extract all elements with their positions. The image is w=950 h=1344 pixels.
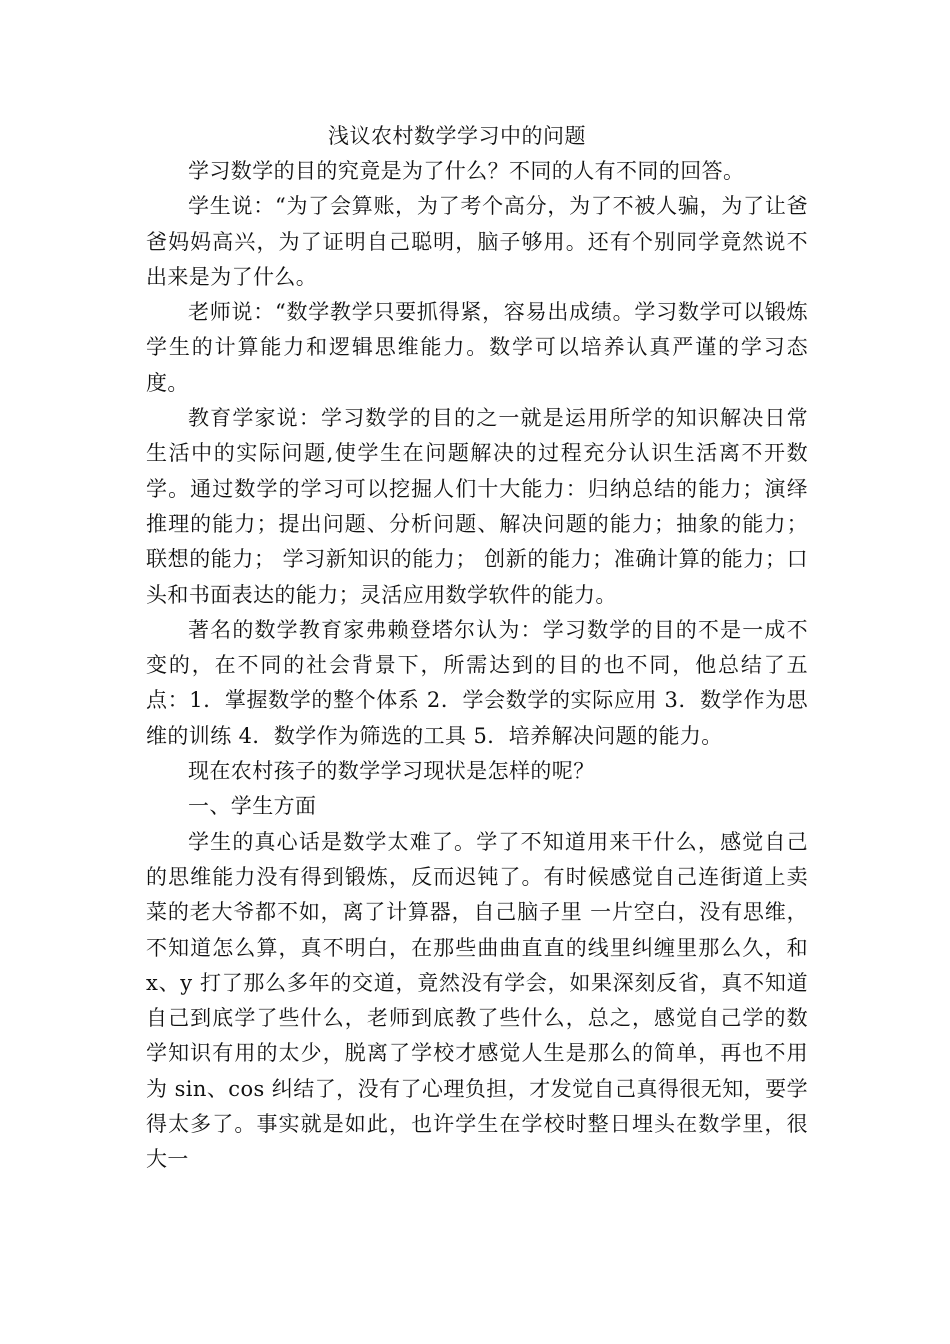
document-title: 浅议农村数学学习中的问题 [328,124,586,148]
paragraph-purpose-question: 学习数学的目的究竟是为了什么？不同的人有不同的回答。 [188,159,745,183]
paragraph-teacher-view: 老师说：“数学教学只要抓得紧，容易出成绩。学习数学可以锻炼学生的计算能力和逻辑思维能力。数学可以培养认真严谨的学习态度。 [146,300,808,395]
section-heading-students: 一、学生方面 [188,794,317,819]
paragraph-student-view: 学生说：“为了会算账，为了考个高分，为了不被人骗，为了让爸爸妈妈高兴，为了证明自己聪明，脑子够用。还有个别同学竟然说不出来是为了什么。 [146,194,808,289]
paragraph-educator-view: 教育学家说：学习数学的目的之一就是运用所学的知识解决日常生活中的实际问题,使学生在问题解决的过程充分认识生活离不开数学。通过数学的学习可以挖掘人们十大能力：归纳总结的能力；演绎推理的能力；提出问题、分析问题、解决问题的能力；抽象的能力；联想的能力； 学习新知识的能力； 创新的能力；准确计算的能力；口头和书面表达的能力；灵活应用数学软件的能力。 [146,406,808,607]
document-page [146,118,808,1178]
paragraph-student-voice: 学生的真心话是数学太难了。学了不知道用来干什么，感觉自己的思维能力没有得到锻炼，反而迟钝了。有时候感觉自己连街道上卖菜的老大爷都不如，离了计算器，自己脑子里 一片空白，没有思维，不知道怎么算，真不明白，在那些曲曲直直的线里纠缠里那么久，和 x、y 打了那么多年的交道，竟然没有学会，如果深刻反省，真不知道自己到底学了些什么，老师到底教了些什么，总之，感觉自己学的数学知识有用的太少，脱离了学校才感觉人生是那么的简单，再也不用为 sin、cos 纠结了，没有了心理负担，才发觉自己真得很无知，要学得太多了。事实就是如此，也许学生在学校时整日埋头在数学里，很大一 [146,829,808,1172]
paragraph-freudenthal-view: 著名的数学教育家弗赖登塔尔认为：学习数学的目的不是一成不变的，在不同的社会背景下，所需达到的目的也不同，他总结了五点：1．掌握数学的整个体系 2．学会数学的实际应用 3．数学作为思维的训练 4．数学作为筛选的工具 5．培养解决问题的能力。 [146,617,808,748]
paragraph-current-status: 现在农村孩子的数学学习现状是怎样的呢？ [188,759,595,784]
